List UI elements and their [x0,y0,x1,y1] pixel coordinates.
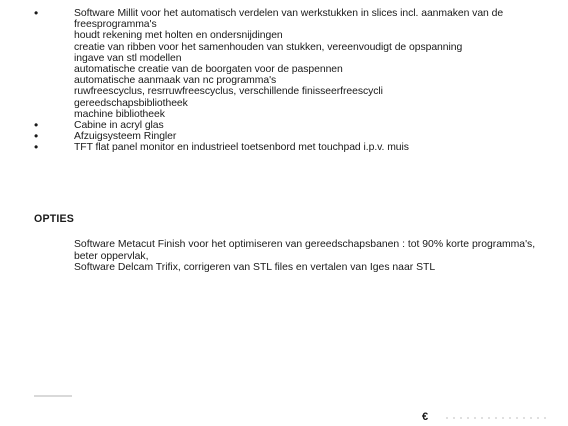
bullet-text-line: automatische creatie van de boorgaten voor de paspennen [74,64,343,76]
bullet-text-line: Afzuigsysteem Ringler [74,131,177,143]
bullet-icon: • [34,118,39,133]
bullet-text-line: automatische aanmaak van nc programma's [74,75,277,87]
bullet-text-line: creatie van ribben voor het samenhouden van stukken, vereenvoudigt de opspanning [74,41,463,53]
bullet-text-line: Software Millit voor het automatisch verdelen van werkstukken in slices incl. aanmaken van de [74,8,504,19]
bullet-item-tft-monitor [34,142,554,153]
options-text-line: Software Metacut Finish voor het optimiseren van gereedschapsbanen : tot 90% korte programma's, [74,239,536,250]
bullet-text-line: ruwfreescyclus, resrruwfreescyclus, verschillende finisseerfreescycli [74,86,383,98]
bullet-item-cabine [34,120,554,131]
faint-scan-mark [34,395,72,397]
bullet-text-line: Cabine in acryl glas [74,120,164,132]
bullet-item-afzuigsysteem [34,131,554,142]
bullet-icon: • [34,129,39,144]
bullet-text-line: ingave van stl modellen [74,52,182,64]
options-text-block [74,239,554,274]
options-heading: OPTIES [34,213,75,225]
bullet-text-line: houdt rekening met holten en ondersnijdingen [74,30,283,42]
bullet-item-software-millit [34,8,554,120]
options-text-line: Software Delcam Trifix, corrigeren van STL files en vertalen van Iges naar STL [74,262,436,273]
bullet-icon: • [34,140,39,155]
faint-price-dots [446,417,546,419]
euro-symbol: € [422,411,429,423]
bullet-icon: • [34,6,39,20]
bullet-text-line: freesprogramma's [74,19,157,31]
options-text-line: beter oppervlak, [74,250,149,262]
bullet-text-line: gereedschapsbibliotheek [74,97,188,109]
bullet-text-line: TFT flat panel monitor en industrieel toetsenbord met touchpad i.p.v. muis [74,142,409,154]
bullet-text-line: machine bibliotheek [74,108,165,120]
feature-bullet-list [34,8,554,154]
